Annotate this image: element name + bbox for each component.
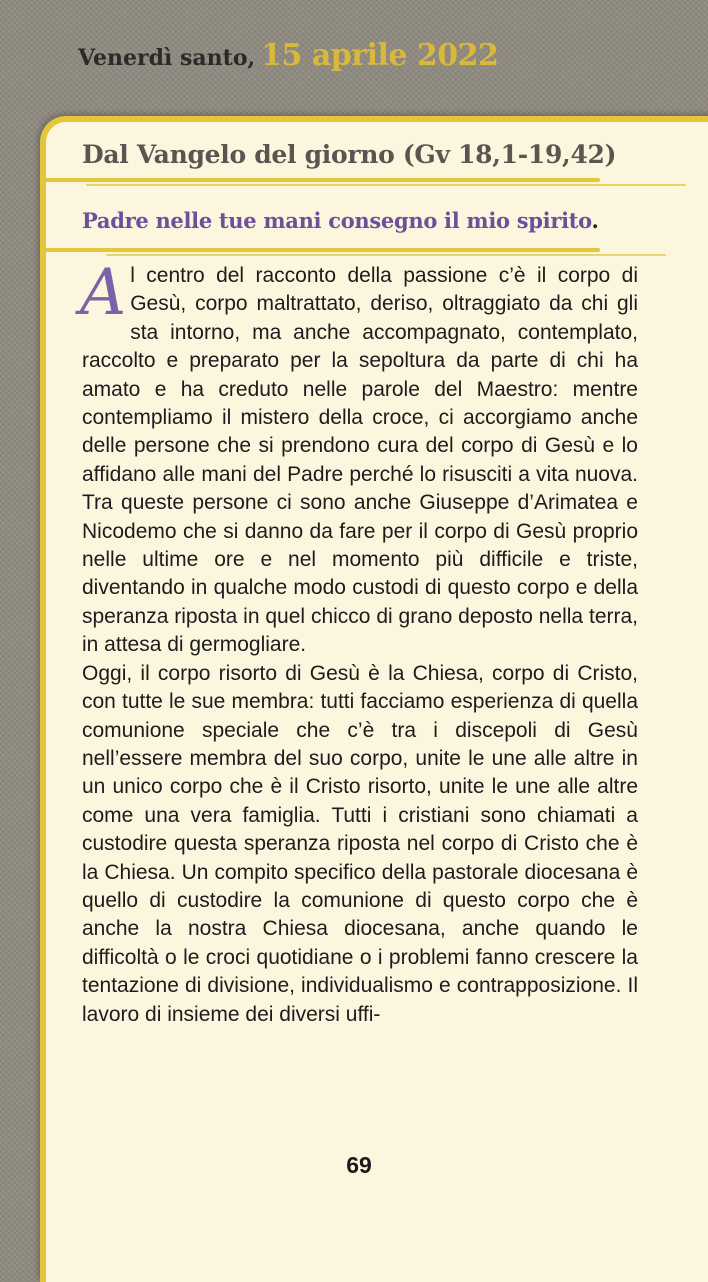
verse-period: . xyxy=(591,208,599,233)
paragraph-1-text: l centro del racconto della passione c’è il corpo di Gesù, corpo maltrattato, deriso, oltraggiato da chi gli sta intorno, ma anche accompagnato, contemplato, raccolto e preparato per la sepoltura da parte di chi ha amato e ha creduto nelle parole del Maestro: mentre contempliamo il mistero della croce, ci accorgiamo anche delle persone che si prendono cura del corpo di Gesù e lo affidano alle mani del Padre perché lo risusciti a vita nuova. Tra queste persone ci sono anche Giuseppe d’Arimatea e Nicodemo che si danno da fare per il corpo di Gesù proprio nelle ultime ore e nel momento più difficile e triste, diventando in qualche modo custodi di questo corpo e della speranza riposta in quel chicco di grano deposto nella terra, in attesa di germogliare. xyxy=(82,264,638,657)
title-underline xyxy=(40,178,600,182)
paragraph-1 xyxy=(80,256,638,660)
highlight-verse xyxy=(82,208,599,233)
title-underline-secondary xyxy=(86,184,686,186)
page-number: 69 xyxy=(346,1152,372,1178)
verse-underline xyxy=(40,248,600,252)
liturgical-day: Venerdì santo, xyxy=(78,45,256,71)
section-title: Dal Vangelo del giorno (Gv 18,1-19,42) xyxy=(82,140,617,169)
page-header xyxy=(78,38,498,86)
verse-text: Padre nelle tue mani consegno il mio spirito xyxy=(82,208,592,233)
drop-cap: A xyxy=(80,256,127,330)
page-card xyxy=(40,116,708,1282)
paragraph-2: Oggi, il corpo risorto di Gesù è la Chiesa, corpo di Cristo, con tutte le sue membra: tutti facciamo esperienza di quella comunione speciale che c’è tra i discepoli di Gesù nell’essere membra del suo corpo, unite le une alle altre in un unico corpo che è il Cristo risorto, unite le une alle altre come una vera famiglia. Tutti i cristiani sono chiamati a custodire questa speranza riposta nel corpo di Cristo che è la Chiesa. Un compito specifico della pastorale diocesana è quello di custodire la comunione di questo corpo che è anche la nostra Chiesa diocesana, anche quando le difficoltà o le croci quotidiane o i problemi fanno crescere la tentazione di divisione, individualismo e contrapposizione. Il lavoro di insieme dei diversi uffi- xyxy=(82,661,638,1026)
date-heading: 15 aprile 2022 xyxy=(261,38,499,73)
verse-underline-secondary xyxy=(106,254,666,256)
body-text xyxy=(80,256,638,1029)
